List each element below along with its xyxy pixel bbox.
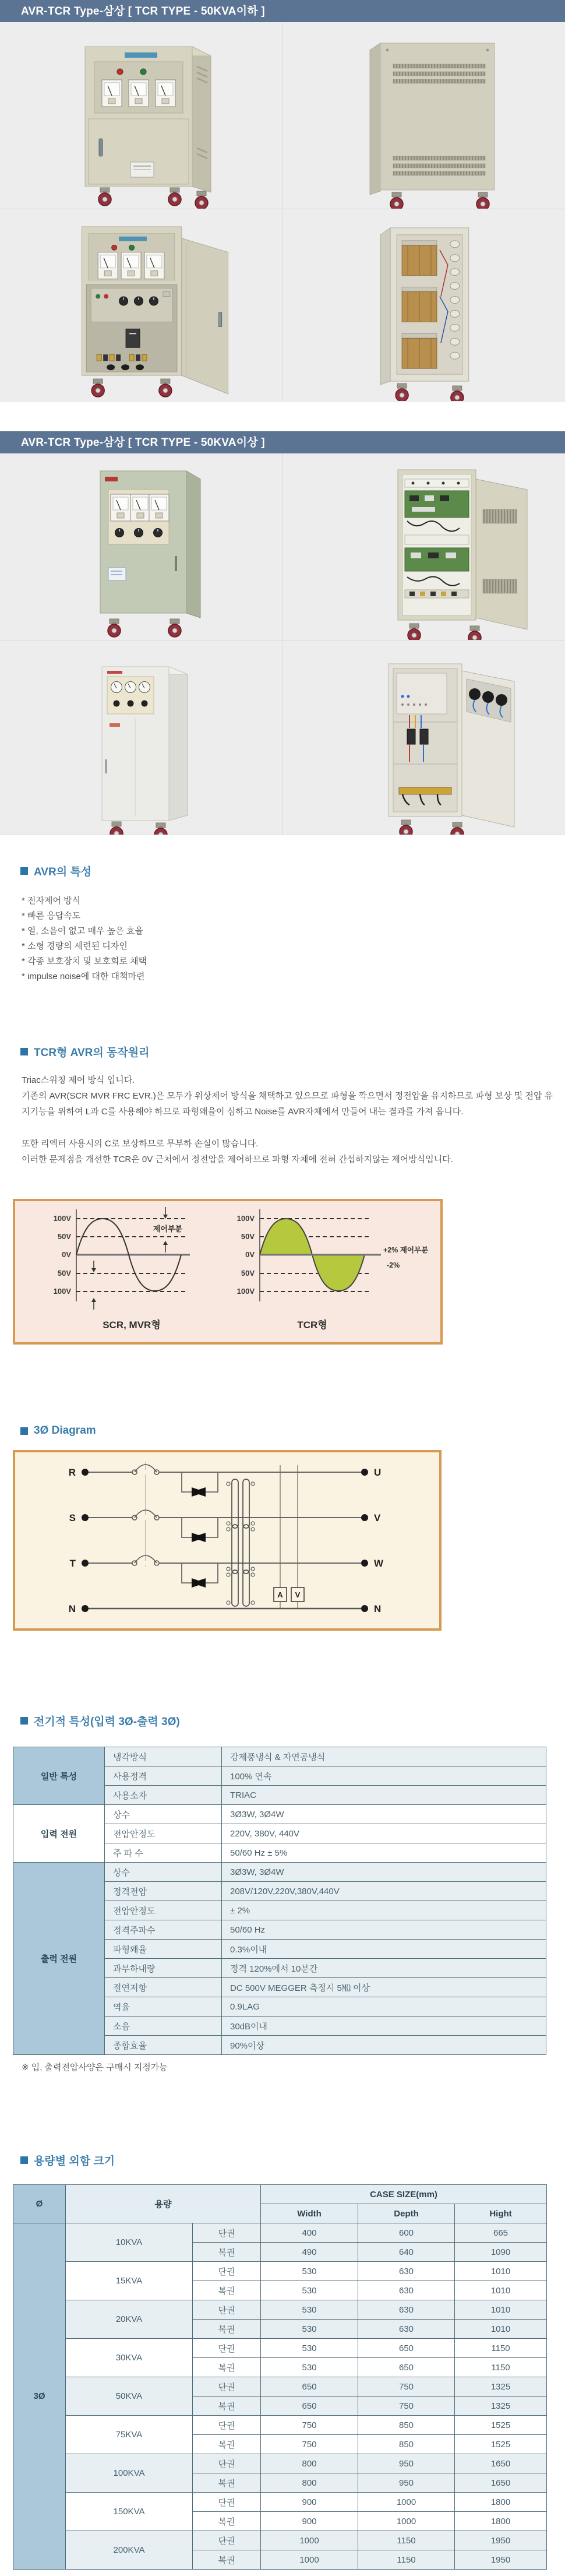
svg-text:TCR형: TCR형 — [297, 1319, 327, 1331]
paragraph-line: 또한 리엑터 사용시의 C로 보상하므로 무부하 손실이 많습니다. — [22, 1139, 259, 1149]
open-boards-illustration — [282, 453, 565, 640]
phase-cell: 3Ø — [13, 2223, 66, 2570]
feature-item: * 열, 소음이 없고 매우 높은 효율 — [22, 926, 143, 936]
svg-text:+2% 제어부분: +2% 제어부분 — [383, 1246, 429, 1254]
table-row: 복권 800 950 1650 — [13, 2473, 547, 2493]
circuit-figure-svg — [15, 1452, 439, 1628]
section-title-text: AVR의 특성 — [34, 865, 92, 878]
feature-item: * 빠른 응답속도 — [22, 911, 81, 921]
column-header-case-size: CASE SIZE(mm) — [261, 2185, 547, 2204]
section-title-text: TCR형 AVR의 동작원리 — [34, 1046, 150, 1059]
three-phase-circuit-figure — [13, 1450, 442, 1631]
group-cell: 출력 전원 — [13, 1863, 105, 2055]
section-title-text: 전기적 특성(입력 3Ø-출력 3Ø) — [34, 1715, 180, 1728]
svg-text:50V: 50V — [57, 1269, 71, 1278]
table-row: 복권 650 750 1325 — [13, 2396, 547, 2416]
banner-over-50kva — [0, 431, 565, 453]
svg-text:V: V — [374, 1512, 381, 1523]
banner-under-50kva-label: AVR-TCR Type-삼상 [ TCR TYPE - 50KVA이하 ] — [21, 5, 265, 17]
cabinet-frame-illustration — [282, 209, 565, 401]
banner-under-50kva — [0, 0, 565, 22]
table-row: 복권 490 640 1090 — [13, 2243, 547, 2262]
table-row: 전압안정도 220V, 380V, 440V — [13, 1824, 546, 1843]
table-row: 복권 530 630 1010 — [13, 2320, 547, 2339]
waveform-comparison-figure — [13, 1199, 443, 1345]
table-row: 절연저항 DC 500V MEGGER 측정시 5㏁ 이상 — [13, 1978, 546, 1997]
transformer-coils — [232, 1479, 249, 1606]
svg-text:제어부분: 제어부분 — [153, 1224, 183, 1233]
table-row: 종합효율 90%이상 — [13, 2036, 546, 2055]
svg-text:0V: 0V — [62, 1250, 71, 1259]
table-row: 역율 0.9LAG — [13, 1997, 546, 2017]
section-title-tcr-principle — [20, 1044, 149, 1058]
column-header-depth: Depth — [358, 2204, 455, 2223]
column-header-phase: Ø — [13, 2185, 66, 2223]
svg-text:U: U — [374, 1467, 382, 1478]
case-size-table — [13, 2184, 547, 2570]
table-row: 정격전압 208V/120V,220V,380V,440V — [13, 1882, 546, 1901]
table-row: 75KVA 단권 750 850 1525 — [13, 2416, 547, 2435]
triac-symbols — [182, 1472, 218, 1583]
spec-footnote: ※ 입, 출력전압사양은 구매시 지정가능 — [22, 2063, 168, 2072]
green-cabinet-illustration — [0, 453, 282, 640]
table-header-row — [13, 2185, 547, 2204]
section-title-electrical-characteristics — [20, 1713, 180, 1727]
section-square-icon — [20, 2156, 28, 2164]
column-header-width: Width — [261, 2204, 358, 2223]
product-photo-rear-closed — [282, 22, 565, 209]
section-square-icon — [20, 1048, 28, 1055]
feature-item: * 소형 경량의 세련된 디자인 — [22, 941, 128, 951]
svg-text:W: W — [374, 1558, 384, 1569]
feature-item: * 전자제어 방식 — [22, 896, 81, 906]
table-row: 과부하내량 정격 120%에서 10분간 — [13, 1959, 546, 1978]
svg-text:N: N — [68, 1603, 76, 1614]
svg-text:T: T — [69, 1558, 76, 1569]
svg-text:50V: 50V — [241, 1269, 255, 1278]
product-photo-open-boards — [282, 453, 565, 640]
waveform-figure-svg — [15, 1201, 440, 1342]
svg-text:N: N — [374, 1603, 382, 1614]
product-photo-front-open — [0, 209, 282, 401]
product-photo-green-front — [0, 453, 282, 640]
section-title-case-size — [20, 2153, 115, 2167]
product-grid-under-50kva — [0, 22, 565, 402]
banner-over-50kva-label: AVR-TCR Type-삼상 [ TCR TYPE - 50KVA이상 ] — [21, 437, 265, 449]
table-row: 사용소자 TRIAC — [13, 1786, 546, 1805]
table-row: 정격주파수 50/60 Hz — [13, 1920, 546, 1940]
group-cell: 일반 특성 — [13, 1747, 105, 1805]
table-row: 100KVA 단권 800 950 1650 — [13, 2454, 547, 2473]
section-square-icon — [20, 1717, 28, 1725]
svg-text:V: V — [295, 1590, 301, 1599]
table-row: 15KVA 단권 530 630 1010 — [13, 2262, 547, 2281]
table-row: 소음 30dB이내 — [13, 2017, 546, 2036]
svg-text:100V: 100V — [236, 1287, 255, 1296]
svg-text:50V: 50V — [57, 1232, 71, 1241]
svg-text:100V: 100V — [53, 1214, 71, 1223]
svg-text:-2%: -2% — [387, 1261, 400, 1269]
product-photo-open-internals — [282, 641, 565, 835]
product-grid-over-50kva — [0, 453, 565, 835]
table-row: 3Ø 10KVA 단권 400 600 665 — [13, 2223, 547, 2243]
table-row: 사용정격 100% 연속 — [13, 1766, 546, 1786]
product-photo-front-closed — [0, 22, 282, 209]
svg-text:R: R — [68, 1467, 76, 1478]
table-row: 30KVA 단권 530 650 1150 — [13, 2339, 547, 2358]
panel-meter-symbols — [274, 1588, 304, 1609]
paragraph-line: 기존의 AVR(SCR MVR FRC EVR.)은 모두가 위상제어 방식을 채택하고 있으므로 파형을 깍으면서 정전압을 유지하므로 파형 보상 및 전압 유지기능을 위하여 L과 C를 사용해야 하므로 파형왜율이 심하고 Noise를 AVR자체에서 만들어 내는 결과를 가져 옵니다. — [22, 1091, 553, 1117]
feature-item: * 각종 보호장치 및 보호회로 채택 — [22, 956, 147, 966]
table-row: 파형왜율 0.3%이내 — [13, 1940, 546, 1959]
cabinet-front-open-illustration — [0, 209, 282, 401]
group-cell: 입력 전원 — [13, 1805, 105, 1863]
tcr-waveform-plot — [237, 1209, 429, 1331]
section-title-avr-features — [20, 864, 91, 878]
table-row: 복권 750 850 1525 — [13, 2435, 547, 2454]
svg-text:50V: 50V — [241, 1232, 255, 1241]
cabinet-rear-illustration — [282, 22, 565, 209]
svg-text:100V: 100V — [53, 1287, 71, 1296]
section-title-text: 3Ø Diagram — [34, 1424, 96, 1437]
table-row: 입력 전원 상수 3Ø3W, 3Ø4W — [13, 1805, 546, 1824]
product-photo-white-angled — [0, 641, 282, 835]
table-row: 복권 900 1000 1800 — [13, 2512, 547, 2531]
svg-text:SCR, MVR형: SCR, MVR형 — [103, 1319, 161, 1331]
principle-paragraphs — [22, 1072, 561, 1167]
section-title-text: 용량별 외함 크기 — [34, 2155, 115, 2167]
svg-text:0V: 0V — [245, 1250, 255, 1259]
table-row: 일반 특성 냉각방식 강제풍냉식 & 자연공냉식 — [13, 1747, 546, 1766]
cabinet-front-illustration — [0, 22, 282, 209]
table-row: 200KVA 단권 1000 1150 1950 — [13, 2531, 547, 2550]
column-header-capacity: 용량 — [66, 2185, 261, 2223]
svg-text:A: A — [277, 1590, 283, 1599]
paragraph-line: 이러한 문제점을 개선한 TCR은 0V 근처에서 정전압을 제어하므로 파형 자체에 전혀 간섭하지않는 제어방식입니다. — [22, 1155, 453, 1164]
section-title-3phase-diagram — [20, 1424, 96, 1438]
product-photo-rear-open-frame — [282, 209, 565, 401]
table-row: 복권 1000 1150 1950 — [13, 2550, 547, 2570]
scr-mvr-waveform-plot — [54, 1207, 190, 1331]
table-row: 주 파 수 50/60 Hz ± 5% — [13, 1843, 546, 1863]
section-square-icon — [20, 867, 28, 875]
avr-feature-list — [22, 893, 147, 984]
table-row: 전압안정도 ± 2% — [13, 1901, 546, 1920]
section-square-icon — [20, 1427, 28, 1435]
table-row: 20KVA 단권 530 630 1010 — [13, 2300, 547, 2320]
svg-text:S: S — [69, 1512, 76, 1523]
column-header-hight: Hight — [455, 2204, 547, 2223]
table-row: 150KVA 단권 900 1000 1800 — [13, 2493, 547, 2512]
table-row: 50KVA 단권 650 750 1325 — [13, 2377, 547, 2396]
svg-text:100V: 100V — [236, 1214, 255, 1223]
open-internals-illustration — [282, 641, 565, 835]
electrical-characteristics-table — [13, 1747, 546, 2055]
feature-item: * impulse noise에 대한 대책마련 — [22, 972, 145, 981]
white-cabinet-illustration — [0, 641, 282, 835]
table-row: 복권 530 630 1010 — [13, 2281, 547, 2300]
paragraph-line: Triac스위칭 제어 방식 입니다. — [22, 1075, 135, 1085]
table-row: 복권 530 650 1150 — [13, 2358, 547, 2377]
table-row: 출력 전원 상수 3Ø3W, 3Ø4W — [13, 1863, 546, 1882]
